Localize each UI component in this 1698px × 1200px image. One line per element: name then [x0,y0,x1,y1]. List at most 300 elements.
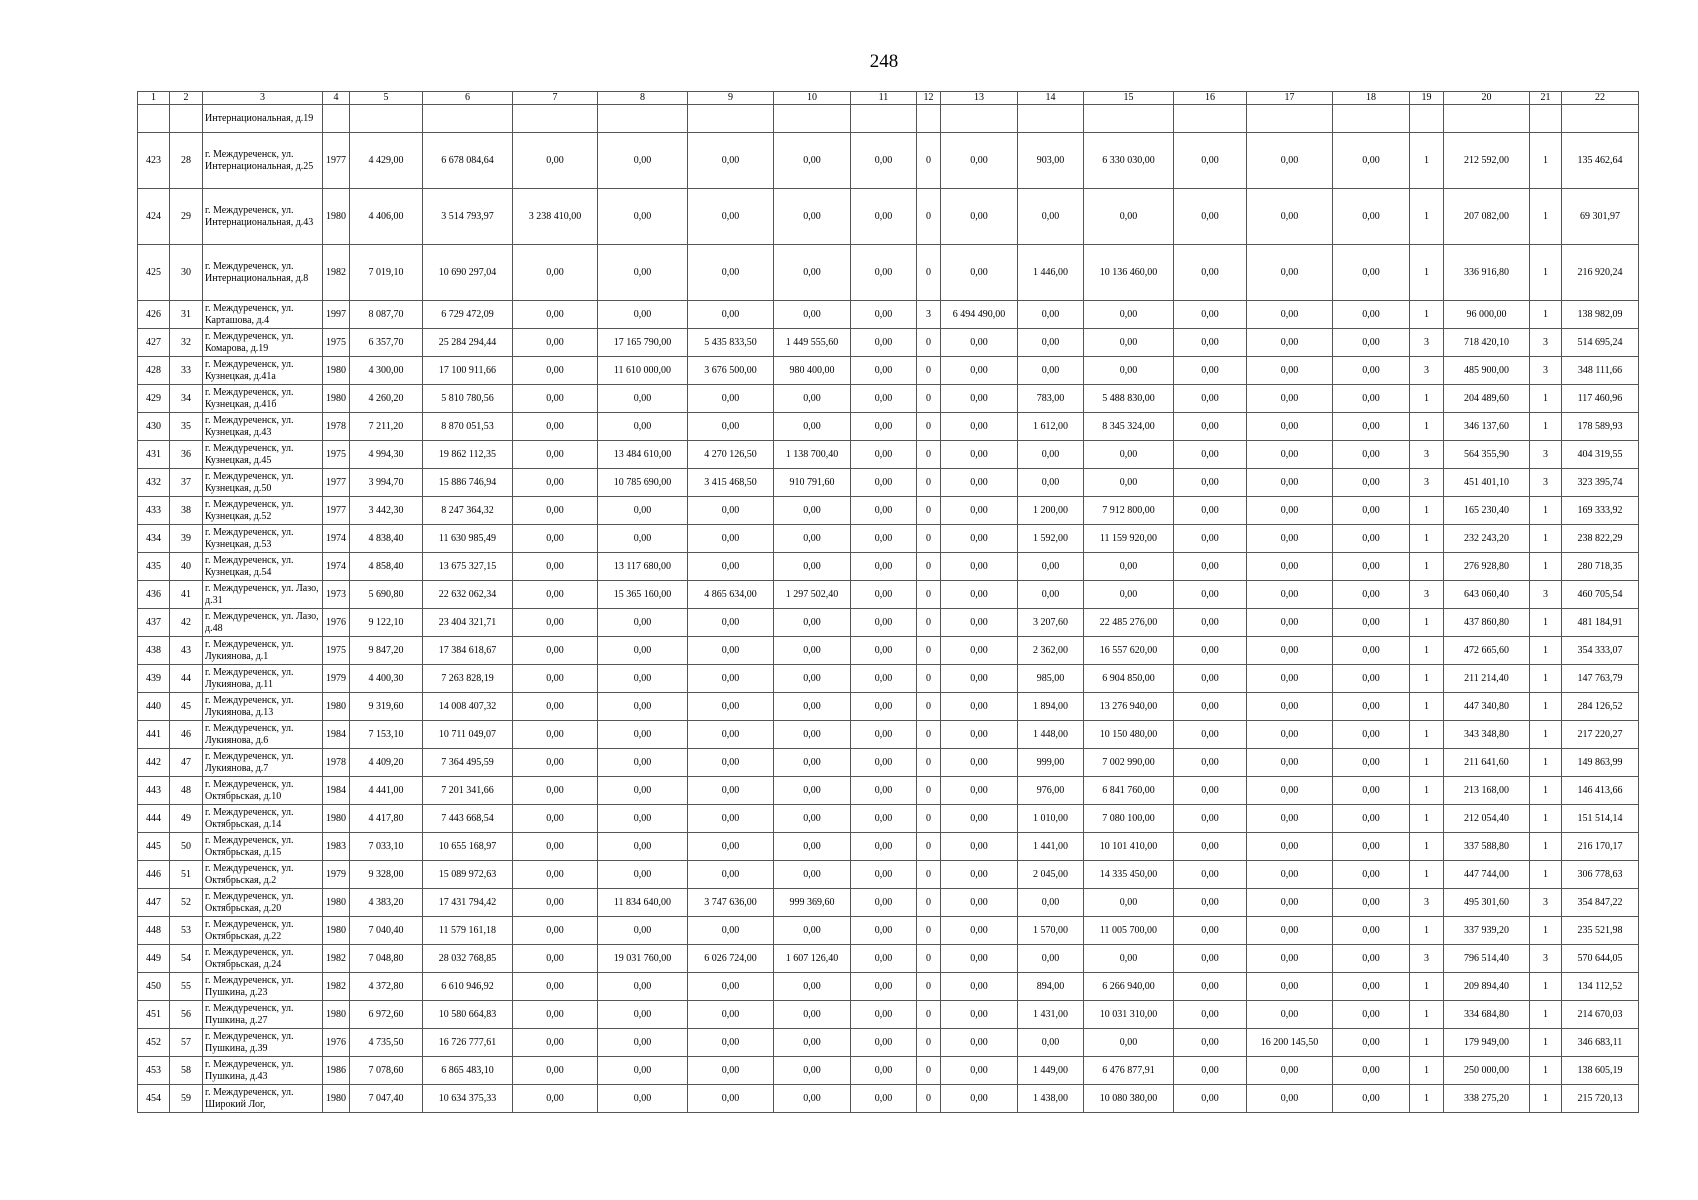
table-cell: 0 [917,413,941,441]
table-cell: 0,00 [513,693,598,721]
table-cell: 34 [170,385,203,413]
table-cell: 0,00 [774,861,851,889]
table-cell: 0 [917,441,941,469]
table-cell: 0,00 [1247,581,1333,609]
table-row [138,329,1639,357]
table-cell: 0 [917,189,941,245]
table-cell: 238 822,29 [1562,525,1639,553]
table-cell: 0,00 [941,917,1018,945]
table-cell: 7 364 495,59 [423,749,513,777]
table-cell: 0,00 [688,1057,774,1085]
table-row [138,861,1639,889]
table-cell: 1 [1530,553,1562,581]
table-cell: 48 [170,777,203,805]
table-cell: 29 [170,189,203,245]
table-cell: 0,00 [1247,469,1333,497]
table-cell: 0,00 [851,385,917,413]
table-cell: 56 [170,1001,203,1029]
table-cell: 0,00 [688,133,774,189]
table-cell: 35 [170,413,203,441]
table-cell: 1 [1530,693,1562,721]
table-cell: 4 858,40 [350,553,423,581]
table-cell: 1982 [323,245,350,301]
table-cell: 4 406,00 [350,189,423,245]
table-row [138,497,1639,525]
table-cell: 0,00 [1174,917,1247,945]
table-cell: 0,00 [513,1029,598,1057]
table-cell: 0,00 [941,581,1018,609]
table-row [138,777,1639,805]
table-cell: 0 [917,749,941,777]
table-cell: 0,00 [941,497,1018,525]
table-cell: 0,00 [1174,889,1247,917]
table-cell: 214 670,03 [1562,1001,1639,1029]
table-cell: 0,00 [1333,889,1410,917]
address-cell: г. Междуреченск, ул. Лазо, д.48 [203,609,323,637]
table-row [138,301,1639,329]
table-cell: 564 355,90 [1444,441,1530,469]
table-cell: 0,00 [1084,357,1174,385]
table-cell: 178 589,93 [1562,413,1639,441]
table-cell: 1978 [323,749,350,777]
table-cell: 0,00 [513,721,598,749]
table-cell: 13 675 327,15 [423,553,513,581]
table-cell: 0,00 [1247,553,1333,581]
table-cell: 0,00 [513,945,598,973]
table-cell: 0,00 [851,413,917,441]
table-cell: 212 592,00 [1444,133,1530,189]
table-cell: 796 514,40 [1444,945,1530,973]
table-cell: 436 [138,581,170,609]
table-cell [774,105,851,133]
table-cell: 0,00 [1247,637,1333,665]
table-cell: 216 920,24 [1562,245,1639,301]
table-cell: 232 243,20 [1444,525,1530,553]
table-row [138,945,1639,973]
table-row [138,357,1639,385]
table-cell: 4 383,20 [350,889,423,917]
table-cell: 58 [170,1057,203,1085]
table-cell: 0,00 [513,357,598,385]
address-cell: г. Междуреченск, ул. Октябрьская, д.14 [203,805,323,833]
column-header: 22 [1562,92,1639,105]
table-cell: 0,00 [688,1085,774,1113]
table-cell: 0,00 [851,525,917,553]
table-cell: 0,00 [941,1029,1018,1057]
table-cell: 1 570,00 [1018,917,1084,945]
table-cell: 19 862 112,35 [423,441,513,469]
table-cell: 999 369,60 [774,889,851,917]
table-cell: 429 [138,385,170,413]
table-cell: 3 [1410,945,1444,973]
table-cell: 0,00 [1174,1057,1247,1085]
table-cell: 434 [138,525,170,553]
table-cell: 1973 [323,581,350,609]
table-cell: 2 045,00 [1018,861,1084,889]
table-cell: 0,00 [1174,1001,1247,1029]
table-cell: 0,00 [1018,301,1084,329]
table-cell: 276 928,80 [1444,553,1530,581]
table-cell: 1980 [323,889,350,917]
table-cell: 0,00 [1247,497,1333,525]
address-cell: г. Междуреченск, ул. Кузнецкая, д.50 [203,469,323,497]
column-header: 8 [598,92,688,105]
table-cell: 0,00 [1247,357,1333,385]
table-cell: 1 [1410,973,1444,1001]
table-cell: 4 400,30 [350,665,423,693]
table-cell: 3 238 410,00 [513,189,598,245]
table-cell: 6 678 084,64 [423,133,513,189]
table-cell: 0,00 [598,525,688,553]
table-cell: 149 863,99 [1562,749,1639,777]
table-cell: 323 395,74 [1562,469,1639,497]
table-cell: 0,00 [941,945,1018,973]
table-cell: 1 [1410,385,1444,413]
table-cell: 0,00 [941,805,1018,833]
table-cell: 6 972,60 [350,1001,423,1029]
table-cell: 1 [1530,805,1562,833]
table-cell: 0,00 [1174,1029,1247,1057]
table-cell: 1 449,00 [1018,1057,1084,1085]
table-cell: 0,00 [774,1085,851,1113]
table-cell: 0,00 [774,833,851,861]
table-cell: 7 019,10 [350,245,423,301]
table-cell: 10 580 664,83 [423,1001,513,1029]
table-cell: 40 [170,553,203,581]
table-cell: 3 [1410,357,1444,385]
table-cell: 6 476 877,91 [1084,1057,1174,1085]
table-cell: 0,00 [1174,441,1247,469]
table-cell: 0,00 [688,805,774,833]
table-cell: 1 [1410,1029,1444,1057]
address-cell: г. Междуреченск, ул. Кузнецкая, д.41а [203,357,323,385]
table-cell: 0,00 [1084,469,1174,497]
table-cell: 0,00 [1174,245,1247,301]
table-cell: 1976 [323,609,350,637]
table-cell: 10 785 690,00 [598,469,688,497]
table-cell: 0,00 [774,637,851,665]
table-cell: 1980 [323,1085,350,1113]
table-cell: 0,00 [513,777,598,805]
table-cell: 0,00 [851,189,917,245]
table-cell: 0,00 [1247,385,1333,413]
table-cell: 1980 [323,805,350,833]
table-cell: 0,00 [1247,413,1333,441]
table-cell: 0,00 [1018,889,1084,917]
table-row [138,525,1639,553]
table-row [138,693,1639,721]
table-cell: 179 949,00 [1444,1029,1530,1057]
table-cell: 4 409,20 [350,749,423,777]
table-cell: 1 [1530,917,1562,945]
table-cell: 0,00 [598,385,688,413]
table-cell: 3 [1410,889,1444,917]
table-cell: 0,00 [598,973,688,1001]
address-cell: г. Междуреченск, ул. Интернациональная, д.43 [203,189,323,245]
table-cell: 348 111,66 [1562,357,1639,385]
column-header: 6 [423,92,513,105]
table-cell: 0,00 [1333,329,1410,357]
table-row [138,441,1639,469]
address-cell: г. Междуреченск, ул. Кузнецкая, д.43 [203,413,323,441]
table-cell: 134 112,52 [1562,973,1639,1001]
table-cell: 1975 [323,329,350,357]
table-cell: 4 300,00 [350,357,423,385]
address-cell: г. Междуреченск, ул. Лазо, д.31 [203,581,323,609]
table-cell: 10 150 480,00 [1084,721,1174,749]
table-row [138,413,1639,441]
table-cell: 0,00 [851,609,917,637]
table-cell: 428 [138,357,170,385]
table-cell: 0,00 [1084,301,1174,329]
table-cell: 0,00 [1333,777,1410,805]
table-cell: 0,00 [1333,945,1410,973]
column-header: 5 [350,92,423,105]
table-cell: 57 [170,1029,203,1057]
table-row [138,973,1639,1001]
table-cell: 0,00 [1174,329,1247,357]
table-cell: 0,00 [1174,693,1247,721]
table-cell: 1 [1410,861,1444,889]
table-cell: 1982 [323,973,350,1001]
table-cell: 0,00 [1018,581,1084,609]
table-cell: 7 040,40 [350,917,423,945]
table-cell: 0 [917,133,941,189]
table-cell: 3 [1530,945,1562,973]
table-cell: 430 [138,413,170,441]
table-cell: 3 [1530,329,1562,357]
table-cell: 0,00 [598,133,688,189]
table-cell: 3 747 636,00 [688,889,774,917]
address-cell: г. Междуреченск, ул. Октябрьская, д.24 [203,945,323,973]
table-cell: 0,00 [513,581,598,609]
table-cell: 0,00 [1333,357,1410,385]
table-cell: 3 [1530,889,1562,917]
table-cell: 216 170,17 [1562,833,1639,861]
table-cell: 0,00 [851,805,917,833]
table-cell: 0 [917,497,941,525]
column-header: 12 [917,92,941,105]
address-cell: г. Междуреченск, ул. Лукиянова, д.1 [203,637,323,665]
table-cell: 514 695,24 [1562,329,1639,357]
table-cell: 0 [917,1057,941,1085]
column-header: 4 [323,92,350,105]
table-cell: 1 [1530,525,1562,553]
table-cell [1018,105,1084,133]
table-cell: 0,00 [851,665,917,693]
table-cell: 11 630 985,49 [423,525,513,553]
table-row [138,833,1639,861]
table-cell: 1 [1530,1001,1562,1029]
table-cell [1410,105,1444,133]
table-cell: 0,00 [941,973,1018,1001]
column-header: 14 [1018,92,1084,105]
table-cell: 1 [1530,973,1562,1001]
table-cell: 3 [1410,441,1444,469]
table-cell: 0,00 [513,385,598,413]
table-cell: 0,00 [774,497,851,525]
table-cell: 0,00 [941,441,1018,469]
table-cell: 343 348,80 [1444,721,1530,749]
table-cell: 0,00 [1174,497,1247,525]
table-cell: 0,00 [851,497,917,525]
table-cell: 3 442,30 [350,497,423,525]
table-cell: 2 362,00 [1018,637,1084,665]
table-cell: 1 [1410,301,1444,329]
table-cell: 38 [170,497,203,525]
table-cell: 0,00 [1018,553,1084,581]
table-cell [170,105,203,133]
table-cell: 783,00 [1018,385,1084,413]
table-cell: 0,00 [598,189,688,245]
table-cell: 17 384 618,67 [423,637,513,665]
table-cell: 0,00 [941,525,1018,553]
table-cell: 0,00 [941,637,1018,665]
table-cell [1084,105,1174,133]
table-cell: 1 [1410,413,1444,441]
table-cell: 1975 [323,441,350,469]
table-cell: 0,00 [1018,189,1084,245]
table-cell: 0,00 [1247,1057,1333,1085]
table-cell: 0,00 [1333,385,1410,413]
table-cell: 1976 [323,1029,350,1057]
table-cell: 1 441,00 [1018,833,1084,861]
table-cell: 0,00 [598,637,688,665]
table-cell: 8 247 364,32 [423,497,513,525]
address-cell: г. Междуреченск, ул. Октябрьская, д.22 [203,917,323,945]
table-cell: 146 413,66 [1562,777,1639,805]
table-cell: 0,00 [688,1001,774,1029]
table-row [138,1029,1639,1057]
table-cell: 1979 [323,861,350,889]
table-cell: 447 744,00 [1444,861,1530,889]
table-cell: 354 847,22 [1562,889,1639,917]
table-cell [1562,105,1639,133]
table-row [138,749,1639,777]
table-cell: 0,00 [1084,553,1174,581]
table-row [138,917,1639,945]
table-cell: 3 [1410,581,1444,609]
table-cell: 1 607 126,40 [774,945,851,973]
table-cell: 0,00 [774,1057,851,1085]
table-cell: 1 [1530,637,1562,665]
table-cell: 0,00 [598,301,688,329]
table-cell: 0,00 [1174,637,1247,665]
table-cell: 0 [917,553,941,581]
table-cell: 7 048,80 [350,945,423,973]
table-cell: 0,00 [851,721,917,749]
table-cell: 10 101 410,00 [1084,833,1174,861]
table-cell: 438 [138,637,170,665]
data-table [137,91,1639,1113]
table-cell: 0,00 [941,833,1018,861]
table-row [138,721,1639,749]
table-cell: 0,00 [688,385,774,413]
table-cell: 437 860,80 [1444,609,1530,637]
table-cell: 11 834 640,00 [598,889,688,917]
table-cell: 45 [170,693,203,721]
table-cell: 437 [138,609,170,637]
table-cell: 337 588,80 [1444,833,1530,861]
table-cell: 404 319,55 [1562,441,1639,469]
table-cell: 441 [138,721,170,749]
table-cell: 423 [138,133,170,189]
address-cell: г. Междуреченск, ул. Пушкина, д.39 [203,1029,323,1057]
table-row [138,889,1639,917]
table-cell: 46 [170,721,203,749]
table-cell: 451 [138,1001,170,1029]
table-cell: 0,00 [941,777,1018,805]
table-cell: 9 847,20 [350,637,423,665]
table-cell: 1 [1410,497,1444,525]
table-cell: 0,00 [941,665,1018,693]
table-cell: 435 [138,553,170,581]
table-cell: 19 031 760,00 [598,945,688,973]
table-cell: 0,00 [598,1001,688,1029]
table-cell: 0 [917,973,941,1001]
table-cell: 0,00 [688,609,774,637]
table-cell: 346 137,60 [1444,413,1530,441]
table-cell: 1 438,00 [1018,1085,1084,1113]
table-cell: 169 333,92 [1562,497,1639,525]
table-cell: 0,00 [774,805,851,833]
table-cell: 204 489,60 [1444,385,1530,413]
table-cell: 0,00 [1174,749,1247,777]
table-cell: 1 [1530,413,1562,441]
table-cell: 433 [138,497,170,525]
table-cell: 0 [917,609,941,637]
table-cell: 0,00 [851,469,917,497]
table-cell: 0,00 [513,245,598,301]
table-cell: 0,00 [774,553,851,581]
table-cell: 0,00 [688,497,774,525]
table-cell: 11 159 920,00 [1084,525,1174,553]
table-cell: 1 592,00 [1018,525,1084,553]
table-cell: 1 448,00 [1018,721,1084,749]
table-cell: 0,00 [774,609,851,637]
table-cell: 0,00 [941,861,1018,889]
table-cell: 0 [917,721,941,749]
table-cell: 1 [1410,749,1444,777]
table-cell: 0 [917,469,941,497]
table-cell: 3 [1410,329,1444,357]
table-cell: 444 [138,805,170,833]
table-cell: 0,00 [1333,525,1410,553]
table-cell: 0,00 [598,1029,688,1057]
table-cell: 51 [170,861,203,889]
table-cell: 336 916,80 [1444,245,1530,301]
table-cell: 0,00 [513,609,598,637]
table-cell: 0,00 [774,917,851,945]
table-cell: 0,00 [688,861,774,889]
table-cell: 10 655 168,97 [423,833,513,861]
table-cell: 1983 [323,833,350,861]
table-cell: 1977 [323,497,350,525]
table-cell: 0,00 [774,777,851,805]
table-cell: 0,00 [688,749,774,777]
table-cell: 69 301,97 [1562,189,1639,245]
table-cell: 0,00 [851,553,917,581]
table-row [138,133,1639,189]
table-cell: 0,00 [1084,945,1174,973]
table-cell: 0,00 [688,301,774,329]
table-cell: 1 [1530,721,1562,749]
table-cell: 1980 [323,357,350,385]
table-cell: 54 [170,945,203,973]
table-cell: 0,00 [774,301,851,329]
table-cell [598,105,688,133]
table-cell: 1984 [323,721,350,749]
